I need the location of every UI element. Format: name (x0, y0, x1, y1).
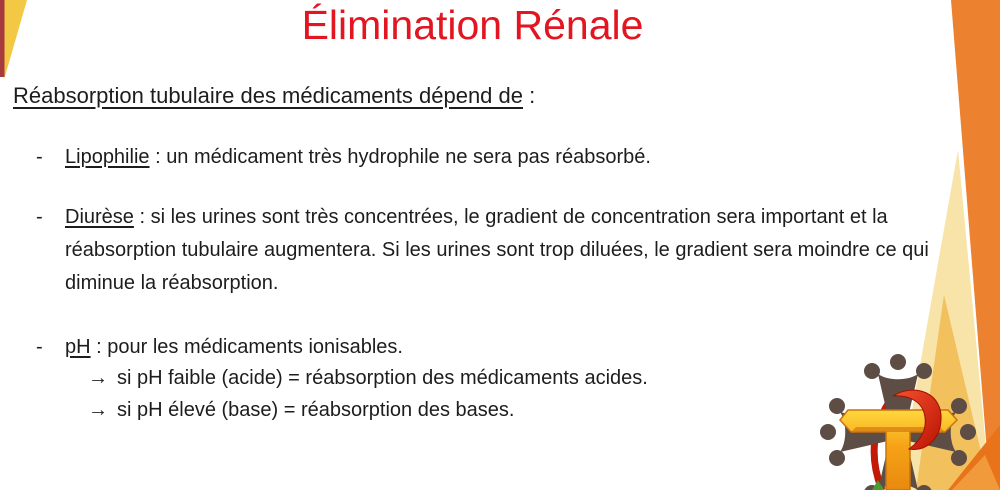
dash-bullet-icon: - (36, 336, 43, 358)
dash-bullet-icon: - (36, 146, 43, 168)
bullet-separator: : (133, 206, 151, 228)
slide-title: Élimination Rénale (301, 2, 644, 48)
subbullet-ph-acide (88, 363, 918, 393)
arrow-right-icon: → (88, 399, 108, 421)
subbullet-ph-base (88, 395, 918, 425)
bullet-separator: : (149, 146, 167, 168)
dash-bullet-icon: - (36, 206, 43, 228)
bullet-body: un médicament très hydrophile ne sera pas réabsorbé. (166, 146, 651, 168)
bullet-body: pour les médicaments ionisables. (107, 336, 403, 358)
bullet-body: si les urines sont très concentrées, le gradient de concentration sera important et la réabsorption tubulaire augmentera. Si les urines sont trop diluées, le gradient sera moindre ce qui diminue la réabsorption. (65, 206, 929, 294)
section-heading (13, 83, 535, 109)
bullet-diurese (36, 201, 941, 300)
bullet-text (65, 331, 941, 364)
heading-colon: : (523, 83, 536, 108)
bullet-term: Diurèse (65, 206, 134, 228)
bullet-text (65, 141, 941, 174)
arrow-right-icon: → (88, 367, 108, 389)
bullet-term: Lipophilie (65, 146, 150, 168)
heading-underlined-text: Réabsorption tubulaire des médicaments dépend de (13, 83, 523, 108)
bullet-ph (36, 331, 941, 364)
bullet-term: pH (65, 336, 91, 358)
subbullet-text: si pH élevé (base) = réabsorption des bases. (117, 399, 515, 421)
bullet-separator: : (90, 336, 108, 358)
bullet-text (65, 201, 941, 300)
subbullet-text: si pH faible (acide) = réabsorption des médicaments acides. (117, 367, 648, 389)
bullet-lipophilie (36, 141, 941, 174)
